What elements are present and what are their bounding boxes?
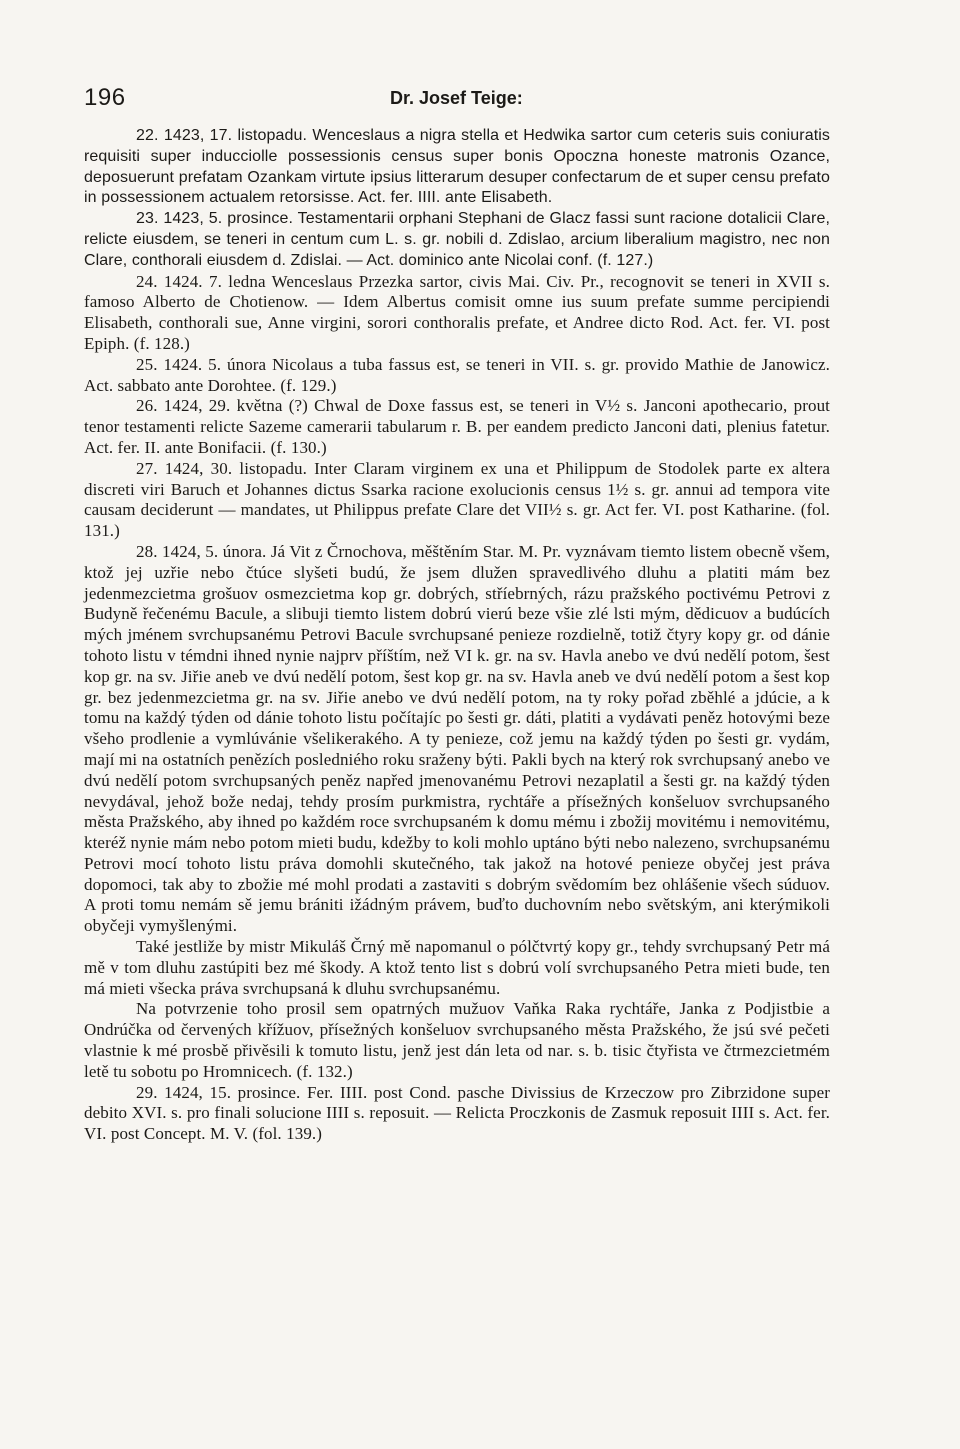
entry-27: 27. 1424, 30. listopadu. Inter Claram virginem ex una et Philippum de Stodolek parte ex altera discreti viri Baruch et Johannes dictus Ssarka racione exolucionis census 1½ s. gr. annui ad tempora vite causam deciderunt — mandates, ut Philippus prefate Clare det VII½ s. gr. Act fer. VI. post Katharine. (fol. 131.) xyxy=(84,458,830,541)
entry-28-paragraph-3: Na potvrzenie toho prosil sem opatrných mužuov Vaňka Raka rychtáře, Janka z Podjistbie a Ondrúčka od červených křížuov, přísežných konšeluov svrchupsaného města Pražského, že jsú své pečeti vlastnie k mé prosbě přivěsili k tomuto listu, jenž jest dán leta od nar. s. b. tisic čtyřista ve čtrmezcietmém letě tu sobotu po Hromnicech. (f. 132.) xyxy=(84,999,830,1081)
page-number: 196 xyxy=(84,84,126,111)
entry-23: 23. 1423, 5. prosince. Testamentarii orphani Stephani de Glacz fassi sunt racione dotalicii Clare, relicte eiusdem, se teneri in centum cum L. s. gr. nobili d. Zdislao, arcium liberalium magistro, nec non Clare, conthorali eiusdem d. Zdislai. — Act. dominico ante Nicolai conf. (f. 127.) xyxy=(84,210,830,269)
entry-29: 29. 1424, 15. prosince. Fer. IIII. post Cond. pasche Divissius de Krzeczow pro Zibrzidone super debito XVI. s. pro finali solucione IIII s. reposuit. — Relicta Proczkonis de Zasmuk reposuit IIII s. Act. fer. VI. post Concept. M. V. (fol. 139.) xyxy=(84,1082,830,1144)
entry-26: 26. 1424, 29. května (?) Chwal de Doxe fassus est, se teneri in V½ s. Janconi apothecario, prout tenor testamenti relicte Sazeme camerarii tabularum r. B. per eandem predicto Janconi dati, plenius fatetur. Act. fer. II. ante Bonifacii. (f. 130.) xyxy=(84,396,830,457)
entry-24: 24. 1424. 7. ledna Wenceslaus Przezka sartor, civis Mai. Civ. Pr., recognovit se teneri in XVII s. famoso Alberto de Chotienow. — Idem Albertus comisit omne ius suum prefate summe percipiendi Elisabeth, conthorali sue, Anne virgini, sorori conthoralis prefate, et Andree dicto Rod. Act. fer. VI. post Epiph. (f. 128.) xyxy=(84,271,830,353)
running-head xyxy=(84,84,824,114)
running-head-title: Dr. Josef Teige: xyxy=(390,88,523,108)
entry-22: 22. 1423, 17. listopadu. Wenceslaus a nigra stella et Hedwika sartor cum ceteris suis coniuratis requisiti super inducciolle possessionis census super bonis Opoczna honeste matronis Ozance, deposuerunt prefatam Ozankam virtute ipsius litterarum desuper confectarum de et super censu prefato in possessionem actualem retorsisse. Act. fer. IIII. ante Elisabeth. xyxy=(84,127,830,207)
entry-25: 25. 1424. 5. února Nicolaus a tuba fassus est, se teneri in VII. s. gr. provido Mathie de Janowicz. Act. sabbato ante Dorohtee. (f. 129.) xyxy=(84,354,830,395)
entry-28-paragraph-1: 28. 1424, 5. února. Já Vit z Črnochova, měštěním Star. M. Pr. vyznávam tiemto listem obecně všem, ktož jej uzřie nebo čtúce slyšeti budú, že jsem dlužen spravedlivého dluhu a platiti mám bez jedenmezcietma grošuov osmezcietma kop gr. dobrých, stříebrných, rázu pražského poctivému Petrovi z Budyně řečenému Bacule, a slibuji tiemto listem dobrú vierú beze všie zlé lsti mým, dědicuov a budúcích mých jménem svrchupsanému Petrovi Bacule svrchupsané peniezе rozdielně, totiž čtyry kopy gr. od dánie tohoto listu v témdni ihned nynie najprv příštím, než VI k. gr. na sv. Havla anebo ve dvú nedělí potom, šest kop gr. na sv. Jiřie aneb ve dvú nedělí potom, šest kop gr. na sv. Havla aneb ve dvú nedělí potom a šest kop gr. bez jedenmezcietma gr. na sv. Jiřie anebo ve dvú nedělí potom, na ty roky pořad zběhlé a jdúcie, a k tomu na každý týden od dánie tohoto listu počítajíc po šesti gr. dáti, platiti a vydávati peněz hotovými beze všeho prodlenie a vymlúvánie všelikerakého. A ty penieze, což jemu na každý týden po šesti gr. vydám, mají mi na ostatních penězích posledniého roku sraženy býti. Pakli bych na který rok svrchupsaný anebo ve dvú nedělí potom svrchupsaných peněz napřed jmenovanému Petrovi nezaplatil a šesti gr. na každý týden nevydával, jehož bože nedaj, tehdy prosím purkmistra, rychtáře a přísežných konšeluov svrchupsaného města Pražského, aby ihned po každém roce svrchupsaném k domu mému i zbožij movitému i nemovitému, kteréž nynie mám nebo potom mieti budu, kdežby to koli mohlo uptáno býti nebo nalezeno, svrchupsanému Petrovi mocí tohoto listu práva domohli skutečného, tak jakož na hotové peniezе obyčej jest práva dopomoci, tak aby to zbožie mé mohl prodati a zastaviti s dobrým svědomím bez ohlášenie všech súduov. A proti tomu nemám sě jemu brániti ižádným právem, buďto duchovním nebo světským, ani kterýmikoli obyčeji vymyšlenými. xyxy=(84,541,830,936)
document-body xyxy=(84,126,830,1145)
entry-28-paragraph-2: Také jestliže by mistr Mikuláš Črný mě napomanul o pólčtvrtý kopy gr., tehdy svrchupsaný Petr má mě v tom dluhu zastúpiti bez mé škody. A ktož tento list s dobrú volí svrchupsaného Petra mieti bude, ten má mieti všecka práva svrchupsaná k dluhu svrchupsanému. xyxy=(84,937,830,998)
